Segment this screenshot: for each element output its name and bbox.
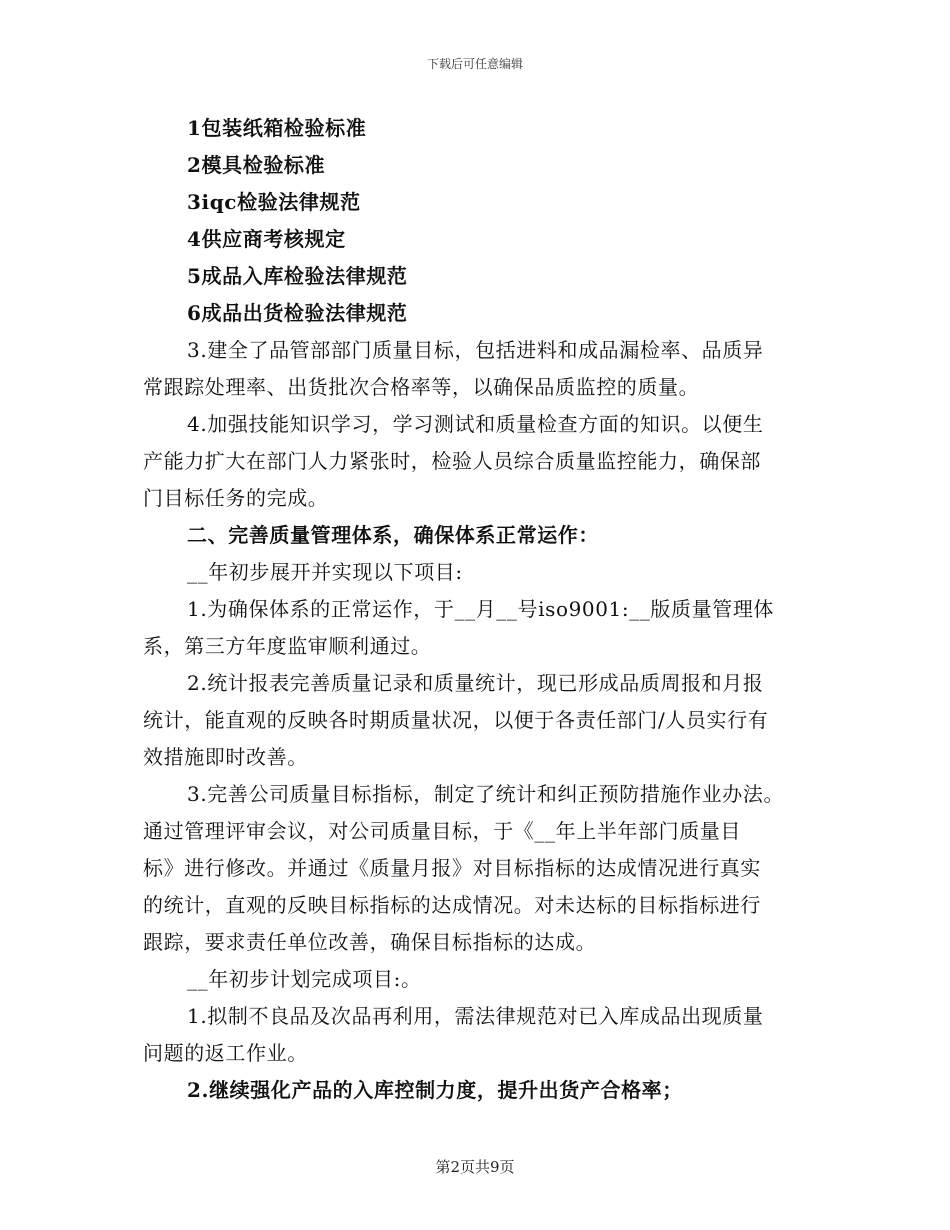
document-body	[143, 110, 808, 1109]
list-item: 6成品出货检验法律规范	[187, 301, 408, 325]
list-item: 4供应商考核规定	[187, 227, 346, 251]
list-item: 3iqc检验法律规范	[187, 190, 361, 214]
page-footer: 第2页共9页	[435, 1158, 515, 1176]
section-2-plan-intro: __年初步计划完成项目:。	[187, 967, 422, 991]
paragraph-3-line-2: 常跟踪处理率、出货批次合格率等，以确保品质监控的质量。	[143, 375, 700, 399]
section-2-heading: 二、完善质量管理体系，确保体系正常运作：	[187, 523, 599, 547]
list-item: 2模具检验标准	[187, 153, 326, 177]
list-item: 1包装纸箱检验标准	[187, 116, 367, 140]
section-2-plan-2: 2.继续强化产品的入库控制力度，提升出货产合格率；	[187, 1078, 683, 1102]
section-2-item-3-line-4: 的统计，直观的反映目标指标的达成情况。对未达标的目标指标进行	[143, 893, 761, 917]
list-item: 5成品入库检验法律规范	[187, 264, 408, 288]
section-2-item-2-line-1: 2.统计报表完善质量记录和质量统计，现已形成品质周报和月报	[187, 671, 764, 695]
page-header: 下载后可任意编辑	[426, 57, 523, 71]
section-2-plan-1-line-2: 问题的返工作业。	[143, 1041, 308, 1065]
paragraph-3-line-1: 3.建全了品管部部门质量目标，包括进料和成品漏检率、品质异	[187, 338, 764, 362]
paragraph-4-line-2: 产能力扩大在部门人力紧张时，检验人员综合质量监控能力，确保部	[143, 449, 761, 473]
section-2-plan-1-line-1: 1.拟制不良品及次品再利用，需法律规范对已入库成品出现质量	[187, 1004, 764, 1028]
section-2-item-2-line-3: 效措施即时改善。	[143, 745, 308, 769]
section-2-item-1-line-2: 系，第三方年度监审顺利通过。	[143, 634, 432, 658]
section-2-item-1-line-1: 1.为确保体系的正常运作，于__月__号iso9001:__版质量管理体	[187, 597, 775, 621]
paragraph-4-line-1: 4.加强技能知识学习，学习测试和质量检查方面的知识。以便生	[187, 412, 764, 436]
section-2-intro: __年初步展开并实现以下项目:	[187, 560, 463, 584]
section-2-item-3-line-1: 3.完善公司质量目标指标，制定了统计和纠正预防措施作业办法。	[187, 782, 785, 806]
section-2-item-3-line-2: 通过管理评审会议，对公司质量目标，于《__年上半年部门质量目	[143, 819, 741, 843]
paragraph-4-line-3: 门目标任务的完成。	[143, 486, 329, 510]
section-2-item-3-line-3: 标》进行修改。并通过《质量月报》对目标指标的达成情况进行真实	[143, 856, 761, 880]
section-2-item-3-line-5: 跟踪，要求责任单位改善，确保目标指标的达成。	[143, 930, 597, 954]
section-2-item-2-line-2: 统计，能直观的反映各时期质量状况，以便于各责任部门/人员实行有	[143, 708, 769, 732]
